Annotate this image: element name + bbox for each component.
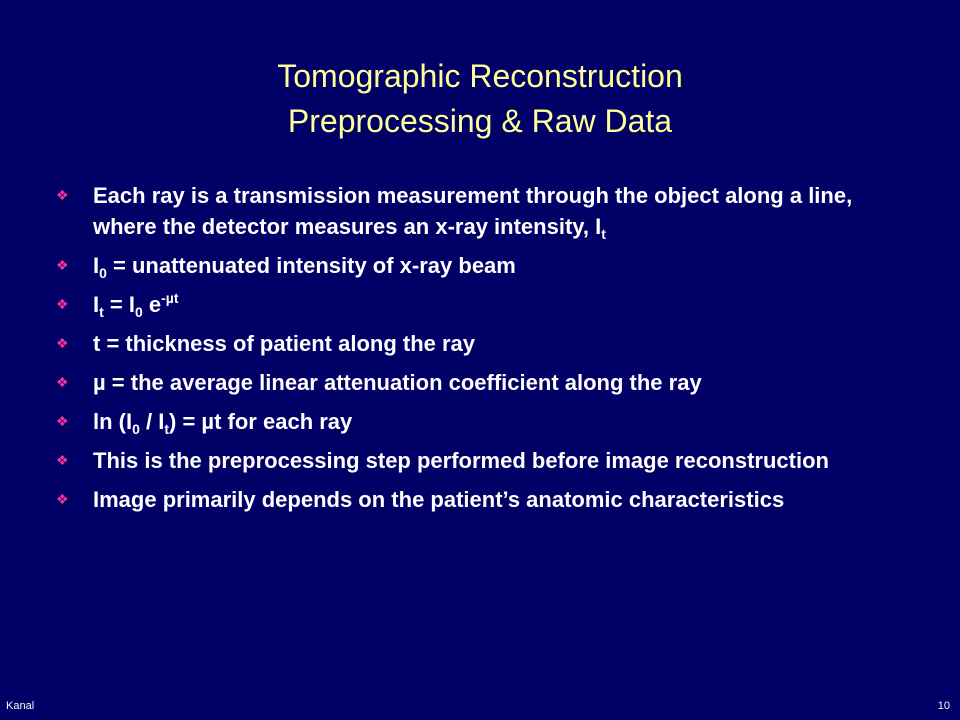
title-line-2: Preprocessing & Raw Data — [287, 103, 673, 139]
bullet-item — [56, 406, 916, 437]
bullet-text: This is the preprocessing step performed before image reconstruction — [93, 448, 829, 473]
diamond-bullet-icon: ❖ — [56, 335, 69, 351]
bullet-text: ln (I — [93, 409, 133, 434]
bullet-text: I — [93, 292, 100, 317]
subscript: 0 — [99, 265, 107, 281]
bullet-item — [56, 367, 916, 398]
diamond-bullet-icon: ❖ — [56, 296, 69, 312]
bullet-text: µ = the average linear attenuation coefficient along the ray — [93, 370, 702, 395]
bullet-item — [56, 445, 916, 476]
subscript: t — [99, 304, 104, 320]
diamond-bullet-icon: ❖ — [56, 187, 69, 203]
bullet-text: e — [142, 292, 162, 317]
bullet-text: I — [93, 253, 100, 278]
bullet-item — [56, 328, 916, 359]
superscript: -µt — [161, 290, 179, 306]
title-line-1: Tomographic Reconstruction — [277, 58, 683, 94]
subscript: t — [164, 421, 170, 437]
diamond-bullet-icon: ❖ — [56, 413, 69, 429]
bullet-text: Image primarily depends on the patient’s anatomic characteristics — [93, 487, 785, 512]
bullet-text: ) = µt for each ray — [169, 409, 353, 434]
bullet-text: / I — [139, 409, 165, 434]
subscript: 0 — [134, 304, 143, 320]
bullet-text: t = thickness of patient along the ray — [93, 331, 476, 356]
bullet-text: = I — [103, 292, 135, 317]
bullet-item — [56, 250, 916, 281]
bullet-item — [56, 180, 916, 242]
bullet-item — [56, 289, 916, 320]
diamond-bullet-icon: ❖ — [56, 374, 69, 390]
bullet-list — [56, 180, 916, 523]
slide-title — [0, 54, 960, 144]
bullet-text: Each ray is a transmission measurement through the object along a line, where the detector measures an x-ray intensity, I — [93, 183, 853, 239]
subscript: t — [601, 226, 606, 242]
bullet-text: = unattenuated intensity of x-ray beam — [106, 253, 516, 278]
subscript: 0 — [132, 421, 140, 437]
diamond-bullet-icon: ❖ — [56, 452, 69, 468]
bullet-item — [56, 484, 916, 515]
page-number: 10 — [937, 700, 950, 712]
diamond-bullet-icon: ❖ — [56, 491, 69, 507]
footer-author: Kanal — [6, 700, 35, 712]
diamond-bullet-icon: ❖ — [56, 257, 69, 273]
